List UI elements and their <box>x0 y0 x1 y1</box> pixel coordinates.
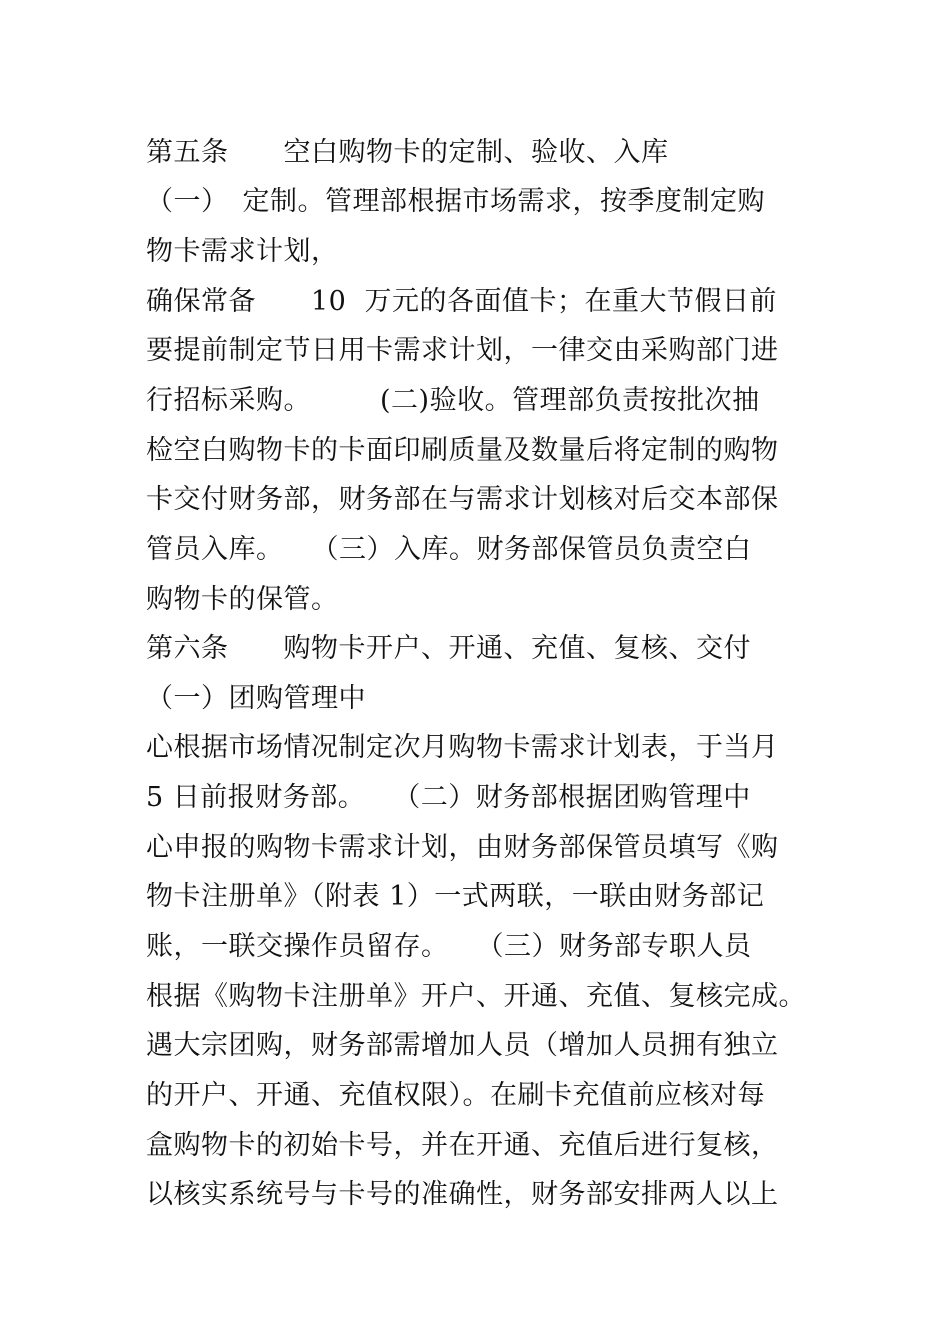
text-line: 确保常备 10 万元的各面值卡；在重大节假日前 <box>146 286 778 317</box>
text-line: 卡交付财务部，财务部在与需求计划核对后交本部保 <box>146 484 779 515</box>
text-line: 遇大宗团购，财务部需增加人员（增加人员拥有独立 <box>146 1030 779 1061</box>
text-line: 的开户、开通、充值权限）。在刷卡充值前应核对每 <box>146 1080 765 1111</box>
text-line: 物卡注册单》（附表 1）一式两联，一联由财务部记 <box>146 881 765 912</box>
text-line: 行招标采购。 (二)验收。管理部负责按批次抽 <box>146 385 760 416</box>
text-line: 检空白购物卡的卡面印刷质量及数量后将定制的购物 <box>146 435 779 466</box>
text-line: 物卡需求计划， <box>146 236 339 267</box>
text-line: 盒购物卡的初始卡号，并在开通、充值后进行复核， <box>146 1130 779 1161</box>
text-line: 购物卡的保管。 <box>146 584 339 615</box>
text-line: 要提前制定节日用卡需求计划，一律交由采购部门进 <box>146 335 779 366</box>
text-line: 管员入库。 （三）入库。财务部保管员负责空白 <box>146 534 752 565</box>
text-line: 根据《购物卡注册单》开户、开通、充值、复核完成。 <box>146 981 806 1012</box>
text-line: 以核实系统号与卡号的准确性，财务部安排两人以上 <box>146 1179 779 1210</box>
text-line: 心根据市场情况制定次月购物卡需求计划表，于当月 <box>146 732 779 763</box>
text-line: 第五条 空白购物卡的定制、验收、入库 <box>146 137 669 168</box>
text-line: 心申报的购物卡需求计划，由财务部保管员填写《购 <box>146 832 779 863</box>
text-line: （一）团购管理中 <box>146 683 366 714</box>
text-line: 5 日前报财务部。 （二）财务部根据团购管理中 <box>146 782 751 813</box>
text-line: 账，一联交操作员留存。 （三）财务部专职人员 <box>146 931 752 962</box>
text-line: （一） 定制。管理部根据市场需求，按季度制定购 <box>146 186 765 217</box>
text-line: 第六条 购物卡开户、开通、充值、复核、交付 <box>146 633 751 664</box>
